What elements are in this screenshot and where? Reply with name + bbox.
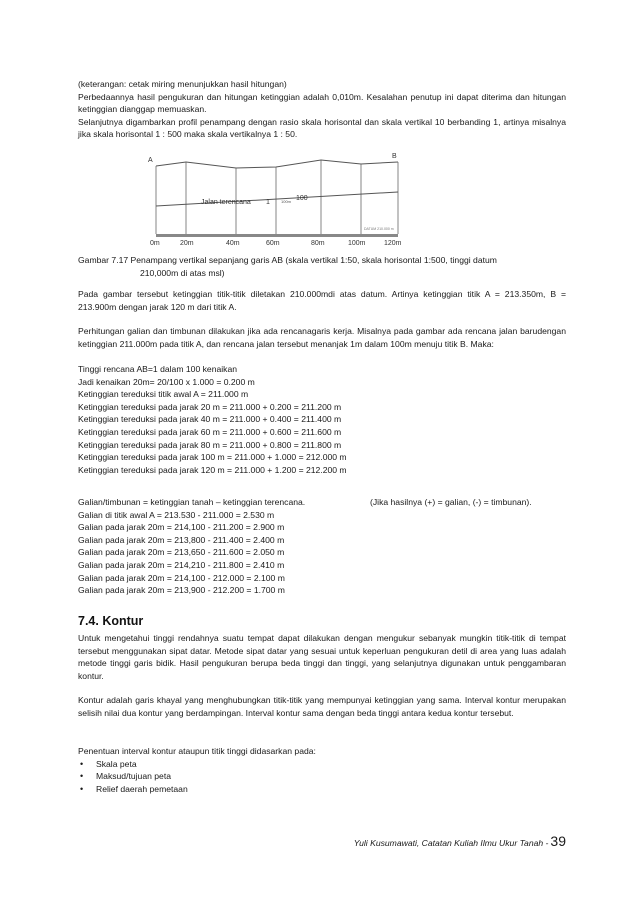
reduced-heights-list: [78, 363, 566, 476]
figure-caption: [78, 254, 566, 279]
intro-note: (keterangan: cetak miring menunjukkan hasil hitungan): [78, 79, 287, 89]
road-label: Jalan terencana: [201, 199, 251, 206]
caption-line-2: 210,000m di atas msl): [140, 267, 225, 278]
reduced-line: Ketinggian tereduksi titik awal A = 211.000 m: [78, 389, 249, 400]
galian-intro-text: Perhitungan galian dan timbunan dilakukan jika ada rencanagaris kerja. Misalnya pada gambar ada rencana jalan barudengan ketinggian 211.000m pada titik A, dan rencana jalan tersebut menanjak 1m dalam 100m menuju titik B. Maka:: [78, 326, 566, 349]
galian-list: [78, 496, 566, 597]
point-a-label: A: [148, 157, 153, 164]
galian-line: Galian pada jarak 20m = 214,210 - 211.800 = 2.410 m: [78, 559, 285, 570]
galian-line: Galian pada jarak 20m = 214,100 - 211.200 = 2.900 m: [78, 522, 285, 533]
footer-credit: Yuli Kusumawati, Catatan Kuliah Ilmu Ukur Tanah -: [353, 838, 549, 848]
datum-paragraph: [78, 288, 566, 313]
slope-value-label: 100: [296, 195, 308, 202]
x-label-6: 120m: [384, 240, 402, 247]
station-verticals: [156, 160, 398, 234]
intro-profile: Selanjutnya digambarkan profil penampang dengan rasio skala horisontal dan skala vertikal 10 berbanding 1, artinya misalnya jika skala horisontal 1 : 500 maka skala vertikalnya 1 : 50.: [78, 116, 566, 140]
kontur-text-3: Penentuan interval kontur ataupun titik tinggi didasarkan pada:: [78, 746, 316, 756]
galian-line: Galian pada jarak 20m = 213,800 - 211.400 = 2.400 m: [78, 534, 285, 545]
reduced-line: Tinggi rencana AB=1 dalam 100 kenaikan: [78, 364, 238, 374]
caption-line-1: Gambar 7.17 Penampang vertikal sepanjang garis AB (skala vertikal 1:50, skala horisontal 1:500, tinggi datum: [78, 255, 497, 265]
kontur-text-2: Kontur adalah garis khayal yang menghubungkan titik-titik yang mempunyai ketinggian yang sama. Interval kontur merupakan selisih nilai dua kontur yang berdampingan. Interval kontur sama dengan beda tinggi antara kedua kontur tersebut.: [78, 695, 566, 718]
galian-header-left: Galian/timbunan = ketinggian tanah – ketinggian terencana.: [78, 497, 306, 507]
galian-line: Galian di titik awal A = 213.530 - 211.000 = 2.530 m: [78, 509, 275, 520]
datum-note: DATUM 210.000 m: [364, 227, 394, 231]
kontur-text-1: Untuk mengetahui tinggi rendahnya suatu tempat dapat dilakukan dengan mengukur sebanyak mungkin titik-titik di tempat tersebut menggunakan sipat datar. Metode sipat datar yang sesuai untuk keperluan pengukuran detil di area yang luas adalah metode tinggi garis bidik. Hasil pengukuran berupa beda tinggi dan tinggi, yang selanjutnya digunakan untuk penggambaran kontur.: [78, 633, 566, 681]
galian-line: Galian pada jarak 20m = 214,100 - 212.000 = 2.100 m: [78, 572, 285, 583]
reduced-line: Ketinggian tereduksi pada jarak 20 m = 211.000 + 0.200 = 211.200 m: [78, 401, 342, 412]
point-b-label: B: [392, 153, 397, 160]
reduced-line: Ketinggian tereduksi pada jarak 120 m = 211.000 + 1.200 = 212.200 m: [78, 464, 347, 475]
datum-baseline: [156, 234, 398, 237]
x-axis-labels: [150, 240, 402, 247]
profile-figure: [136, 148, 476, 248]
slope-ratio-label: 1: [266, 199, 270, 206]
x-label-0: 0m: [150, 240, 160, 247]
x-label-5: 100m: [348, 240, 366, 247]
intro-section: [78, 78, 566, 141]
page-footer: [354, 833, 566, 849]
galian-line: Galian pada jarak 20m = 213,650 - 211.600 = 2.050 m: [78, 547, 285, 558]
galian-header-right: (Jika hasilnya (+) = galian, (-) = timbunan).: [370, 497, 532, 507]
profile-drawing: [136, 148, 476, 248]
reduced-line: Ketinggian tereduksi pada jarak 100 m = 211.000 + 1.000 = 212.000 m: [78, 452, 347, 463]
section-title: 7.4. Kontur: [78, 614, 144, 628]
reduced-line: Ketinggian tereduksi pada jarak 40 m = 211.000 + 0.400 = 211.400 m: [78, 414, 342, 425]
kontur-paragraph-1: [78, 632, 566, 682]
galian-intro-paragraph: [78, 325, 566, 350]
reduced-line: Ketinggian tereduksi pada jarak 60 m = 211.000 + 0.600 = 211.600 m: [78, 426, 342, 437]
list-item: • Relief daerah pemetaan: [78, 783, 566, 796]
intro-difference: Perbedaannya hasil pengukuran dan hitungan ketinggian adalah 0,010m. Kesalahan penutup ini dapat diterima dan hitungan ketinggian dianggap memuaskan.: [78, 91, 566, 115]
x-label-4: 80m: [311, 240, 325, 247]
galian-header: [78, 496, 566, 509]
list-item: • Skala peta: [78, 758, 566, 771]
x-label-3: 60m: [266, 240, 280, 247]
kontur-paragraph-2: [78, 694, 566, 719]
reduced-line: Ketinggian tereduksi pada jarak 80 m = 211.000 + 0.800 = 211.800 m: [78, 439, 342, 450]
interval-criteria-list: [78, 758, 566, 796]
slope-unit-label: 100m: [281, 199, 292, 204]
galian-line: Galian pada jarak 20m = 213,900 - 212.200 = 1.700 m: [78, 585, 285, 596]
x-label-2: 40m: [226, 240, 240, 247]
ground-line: [156, 160, 398, 168]
page-number: 39: [550, 833, 566, 849]
reduced-line: Jadi kenaikan 20m= 20/100 x 1.000 = 0.200 m: [78, 376, 255, 387]
x-label-1: 20m: [180, 240, 194, 247]
datum-text: Pada gambar tersebut ketinggian titik-titik diletakan 210.000mdi atas datum. Artinya ketinggian titik A = 213.350m, B = 213.900m dengan jarak 120 m dari titik A.: [78, 289, 566, 312]
kontur-paragraph-3: [78, 745, 566, 795]
list-item: • Maksud/tujuan peta: [78, 770, 566, 783]
planned-road-line: [156, 192, 398, 206]
